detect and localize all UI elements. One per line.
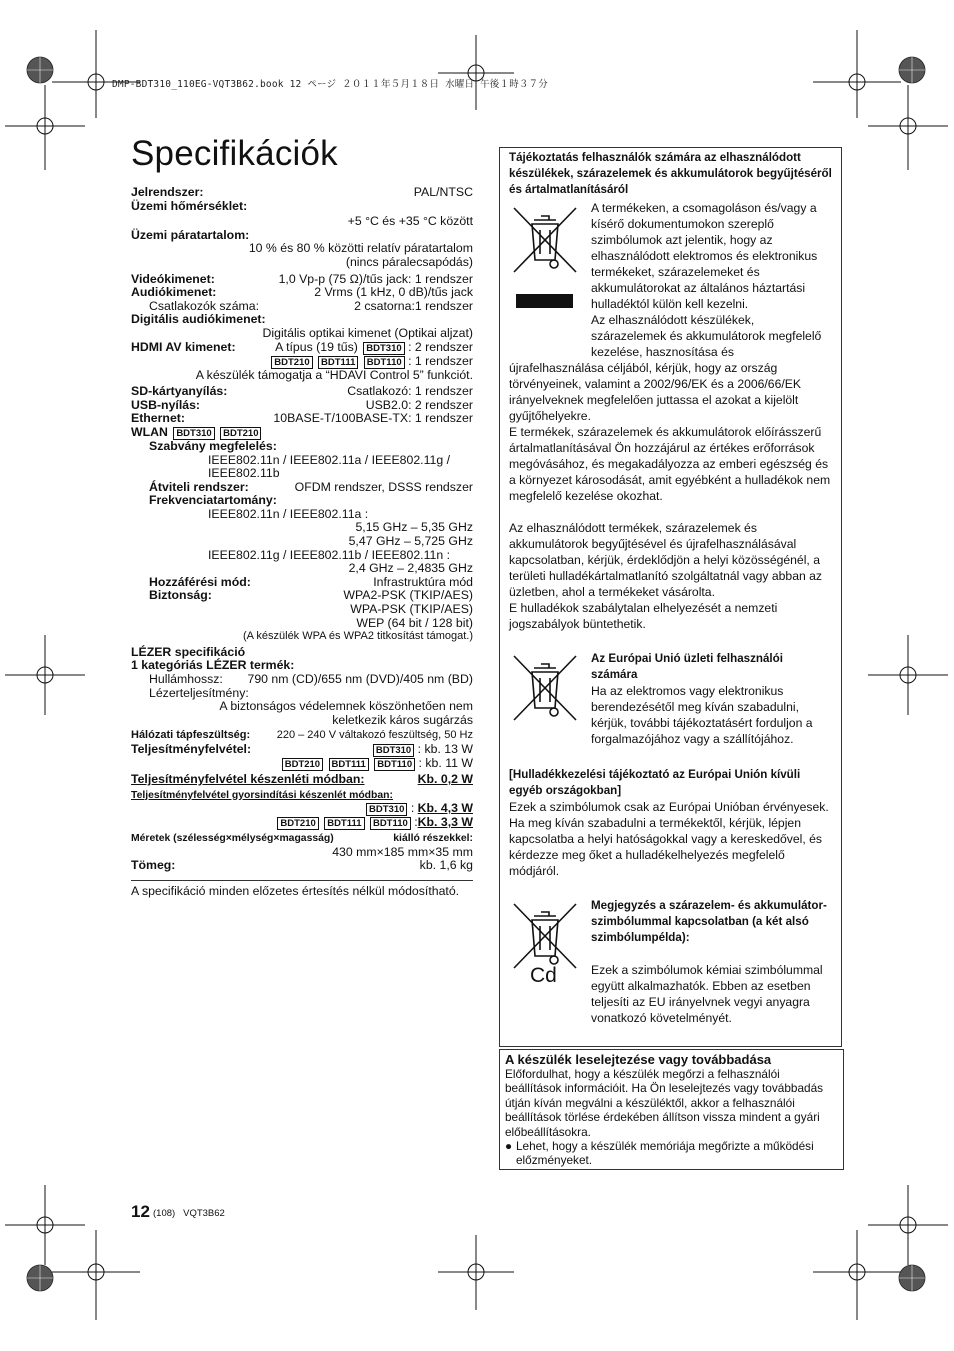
disposal-heading: A készülék leselejtezése vagy továbbadása	[505, 1052, 772, 1067]
crossed-bin-icon	[510, 900, 580, 972]
spec-value: : 1 rendszer	[408, 353, 473, 368]
eu-heading: Az Európai Unió üzleti felhasználói számára	[591, 652, 783, 681]
model-tag: BDT110	[374, 758, 415, 771]
spec-value: IEEE802.11n / IEEE802.11a :	[208, 506, 369, 521]
spec-value: PAL/NTSC	[413, 185, 473, 199]
spec-value: 5,15 GHz – 5,35 GHz	[355, 520, 473, 535]
spec-value: (nincs páralecsapódás)	[345, 254, 473, 269]
spec-footnote: A specifikáció minden előzetes értesítés nélkül módosítható.	[131, 883, 460, 898]
spec-label: Hullámhossz:	[149, 672, 223, 686]
weee-paragraph: Az elhasználódott termékek, szárazelemek és akkumulátorok begyűjtésével és újrafelhasználásával kapcsolatban, kérjük, érdeklődjön a helyi közösségénél, a területi hulladékártalmatlanító szolgáltatnál vagy abban az üzletben, ahol a termékeket vásárolta.	[509, 521, 823, 599]
spec-value: Infrastruktúra mód	[373, 574, 473, 589]
spec-label: Videókimenet:	[131, 271, 215, 286]
spec-value: 790 nm (CD)/655 nm (DVD)/405 nm (BD)	[247, 672, 473, 686]
spec-label: Méretek (szélesség×mélység×magasság)	[131, 833, 334, 845]
spec-label: SD-kártyanyílás:	[131, 384, 228, 399]
spec-label: Biztonság:	[149, 588, 212, 603]
spec-value: 220 – 240 V váltakozó feszültség, 50 Hz	[276, 729, 473, 742]
spec-value: WPA-PSK (TKIP/AES)	[350, 602, 473, 617]
spec-label: Üzemi páratartalom:	[131, 227, 250, 242]
spec-label: Szabvány megfelelés:	[149, 438, 277, 453]
spec-value: WEP (64 bit / 128 bit)	[356, 615, 473, 630]
spec-label: Jelrendszer:	[131, 185, 204, 199]
page-number: 12	[131, 1202, 150, 1221]
bullet-icon: ●	[505, 1139, 513, 1154]
divider	[131, 880, 473, 881]
spec-label: Tömeg:	[131, 858, 176, 873]
model-tag: BDT310	[366, 803, 407, 816]
model-tag: BDT110	[364, 356, 405, 369]
spec-label: USB-nyílás:	[131, 397, 201, 412]
model-tag: BDT110	[370, 817, 411, 830]
spec-value: Kb. 4,3 W	[417, 801, 473, 816]
spec-value: 2 csatorna:1 rendszer	[354, 298, 473, 313]
spec-label: Frekvenciatartomány:	[149, 493, 277, 508]
cd-symbol: Cd	[530, 964, 557, 987]
model-tag: BDT310	[173, 427, 214, 440]
spec-value: 2 Vrms (1 kHz, 0 dB)/tűs jack	[314, 285, 473, 300]
black-bar-symbol	[516, 294, 573, 308]
page-title: Specifikációk	[131, 134, 338, 173]
non-eu-heading: [Hulladékkezelési tájékoztató az Európai Unión kívüli egyéb országokban]	[509, 768, 801, 797]
print-header-line: DMP-BDT310_110EG-VQT3B62.book 12 ページ ２０１１年５月１８日 水曜日 午後１時３７分	[112, 79, 549, 90]
spec-value: : kb. 11 W	[418, 755, 473, 770]
spec-value: +5 °C és +35 °C között	[347, 214, 473, 229]
spec-label: Teljesítményfelvétel gyorsindítási készenlét módban:	[131, 789, 393, 801]
weee-paragraph: E hulladékok szabálytalan elhelyezését a nemzeti jogszabályok büntethetik.	[509, 601, 778, 631]
weee-paragraph: újrafelhasználása céljából, kérjük, hogy az ország törvényeinek, valamint a 2002/96/EK és a 2006/66/EK irányelveknek megfelelően juttassa el azokat a kijelölt gyűjtőhelyekre.	[509, 361, 802, 423]
spec-label: Átviteli rendszer:	[149, 479, 249, 494]
non-eu-paragraph: Ezek a szimbólumok csak az Európai Unióban érvényesek. Ha meg kíván szabadulni a termékektől, kérjük, lépjen kapcsolatba a helyi hatóságokkal vagy a kereskedővel, és kérdezze meg őket a hulladékelhelyezés megfelelő módjáról.	[509, 800, 829, 878]
spec-value: 1,0 Vp-p (75 Ω)/tűs jack: 1 rendszer	[278, 271, 473, 286]
spec-value: Kb. 0,2 W	[417, 771, 473, 786]
spec-value: : kb. 13 W	[417, 741, 473, 756]
weee-paragraph: E termékek, szárazelemek és akkumulátorok előírásszerű ártalmatlanításával Ön hozzájárul az értékes erőforrások megóvásához, és megakadályozza az emberi egészség és a környezet károsodását, amit egyébként a hulladékok nem megfelelő kezelése okozhat.	[509, 425, 831, 503]
spec-value: 5,47 GHz – 5,725 GHz	[348, 534, 473, 549]
page-info	[153, 1208, 225, 1219]
spec-value: keletkezik káros sugárzás	[332, 712, 473, 727]
spec-label: Audiókimenet:	[131, 285, 217, 300]
spec-value: OFDM rendszer, DSSS rendszer	[294, 479, 473, 494]
spec-value: Csatlakozó: 1 rendszer	[347, 384, 473, 399]
model-tag: BDT210	[220, 427, 261, 440]
model-tag: BDT210	[271, 356, 312, 369]
spec-label: WLAN	[131, 424, 168, 439]
spec-label: Üzemi hőmérséklet:	[131, 198, 248, 213]
model-tag: BDT111	[329, 758, 369, 771]
page-ref: (108)	[153, 1208, 176, 1219]
spec-label: Hozzáférési mód:	[149, 574, 251, 589]
weee-info-box	[499, 147, 842, 1047]
spec-note: A készülék támogatja a “HDAVI Control 5” funkciót.	[195, 367, 473, 382]
spec-value: WPA2-PSK (TKIP/AES)	[343, 588, 473, 603]
battery-note-paragraph: Ezek a szimbólumok kémiai szimbólummal együtt alkalmazhatók. Ebben az esetben teljesíti az EU irányelvnek vegyi anyagra vonatkozó követelményét.	[591, 963, 823, 1025]
spec-value: A biztonságos védelemnek köszönhetően nem	[219, 699, 473, 714]
model-tag: BDT210	[282, 758, 323, 771]
model-tag: BDT111	[318, 356, 358, 369]
model-tag: BDT310	[373, 744, 414, 757]
spec-label: LÉZER specifikáció	[131, 644, 246, 659]
crossed-bin-icon	[510, 652, 580, 724]
spec-value: 2,4 GHz – 2,4835 GHz	[348, 561, 473, 576]
spec-list: Jelrendszer: PAL/NTSC Üzemi hőmérséklet: +5 °C és +35 °C között Üzemi páratartalom: 10 % és 80 % közötti relatív páratartalom (nincs páralecsapódás) Videókimenet: 1,0 Vp-p (75 Ω)/tűs jack: 1 rendszer Audiókimenet: 2 Vrms (1 kHz, 0 dB)/tűs jack Csatlakozók száma: 2 csatorna:1 rendszer Digitális audiókimenet: Digitális optikai kimenet (Optikai aljzat) HDMI AV kimenet: A típus (19 tűs) BDT310 : 2 rendszer BDT210 BDT111 BDT110 : 1 rendszer A készülék támogatja a “HDAVI Control 5” funkciót. SD-kártyanyílás: Csatlakozó: 1 rendszer USB-nyílás: USB2.0: 2 rendszer Ethernet: 10BASE-T/100BASE-TX: 1 rendszer WLAN BDT310 BDT210 Szabvány megfelelés: IEEE802.11n / IEEE802.11a / IEEE802.11g / IEEE802.11b Átviteli rendszer: OFDM rendszer, DSSS rendszer Frekvenciatartomány: IEEE802.11n / IEEE802.11a : 5,15 GHz – 5,35 GHz 5,47 GHz – 5,725 GHz IEEE802.11g / IEEE802.11b / IEEE802.11n : 2,4 GHz – 2,4835 GHz Hozzáférési mód: Infrastruktúra mód Biztonság: WPA2-PSK (TKIP/AES) WPA-PSK (TKIP/AES) WEP (64 bit / 128 bit) (A készülék WPA és WPA2 titkosítást támogat.) LÉZER specifikáció 1 kategóriás LÉZER termék: Hullámhossz: 790 nm (CD)/655 nm (DVD)/405 nm (BD) Lézerteljesítmény: A biztonságos védelemnek köszönhetően nem keletkezik káros sugárzás Hálózati tápfeszültség: 220 – 240 V váltakozó feszültség, 50 Hz Teljesítményfelvétel: BDT310 : kb. 13 W BDT210 BDT111 BDT110 : kb. 11 W Teljesítményfelvétel készenléti módban: Kb. 0,2 W Teljesítményfelvétel gyorsindítási készenlét módban: BDT310 : Kb. 4,3 W BDT210 BDT111 BDT110 :Kb. 3,3 W Méretek (szélesség×mélység×magasság) kiálló részekkel: 430 mm×185 mm×35 mm Tömeg: kb. 1,6 kg A specifikáció minden előzetes értesítés nélkül módosítható.	[131, 185, 473, 898]
battery-note-heading: Megjegyzés a szárazelem- és akkumulátor-szimbólummal kapcsolatban (a két alsó szimbólumpélda):	[591, 899, 827, 944]
spec-note: (A készülék WPA és WPA2 titkosítást támogat.)	[242, 630, 473, 643]
spec-label: 1 kategóriás LÉZER termék:	[131, 658, 295, 673]
spec-value: Digitális optikai kimenet (Optikai aljzat)	[262, 325, 473, 340]
spec-label: Ethernet:	[131, 411, 185, 426]
disposal-paragraph: Előfordulhat, hogy a készülék megőrzi a felhasználói beállítások információit. Ha Ön leselejtezés vagy továbbadás útján kíván megválni a készüléktől, akkor a felhasználói beállítások törlése érdekében állítson vissza mindent a gyári előbeállításokra.	[505, 1067, 824, 1139]
spec-value: kb. 1,6 kg	[419, 858, 473, 873]
spec-value: Kb. 3,3 W	[417, 815, 473, 830]
crossed-bin-icon	[510, 204, 580, 276]
eu-paragraph: Ha az elektromos vagy elektronikus berendezésétől meg kíván szabadulni, kérjük, további tájékoztatásért forduljon a forgalmazójához vagy a szállítójához.	[591, 684, 813, 746]
spec-label: Teljesítményfelvétel:	[131, 741, 252, 756]
model-tag: BDT310	[363, 342, 404, 355]
disposal-box	[499, 1049, 844, 1170]
spec-label: Digitális audiókimenet:	[131, 312, 266, 327]
spec-value: IEEE802.11g / IEEE802.11b / IEEE802.11n :	[208, 547, 451, 562]
spec-value: A típus (19 tűs)	[275, 339, 358, 354]
weee-heading: Tájékoztatás felhasználók számára az elhasználódott készülékek, szárazelemek és akkumulátorok begyűjtéséről és ártalmatlanításáról	[509, 151, 832, 196]
spec-value: 10BASE-T/100BASE-TX: 1 rendszer	[273, 411, 473, 426]
spec-label: Hálózati tápfeszültség:	[131, 729, 251, 742]
spec-label: HDMI AV kimenet:	[131, 339, 236, 354]
spec-value: USB2.0: 2 rendszer	[365, 397, 473, 412]
model-tag: BDT210	[277, 817, 318, 830]
spec-value: 10 % és 80 % közötti relatív páratartalom	[248, 241, 473, 256]
disposal-bullet: Lehet, hogy a készülék memóriája megőrizte a működési előzményeket.	[516, 1139, 814, 1168]
weee-paragraph: Az elhasználódott készülékek, szárazelemek és akkumulátorok megfelelő kezelése, hasznosítása és	[591, 313, 822, 359]
model-tag: BDT111	[324, 817, 364, 830]
weee-paragraph: A termékeken, a csomagoláson és/vagy a kísérő dokumentumokon szereplő szimbólumok azt jelentik, hogy az elhasználódott elektromos és elektronikus termékeket, szárazelemeket és akkumulátorokat az általános háztartási hulladéktól külön kell kezelni.	[591, 201, 818, 311]
spec-value: 430 mm×185 mm×35 mm	[332, 844, 473, 859]
spec-label: Csatlakozók száma:	[149, 298, 260, 313]
spec-label: Lézerteljesítmény:	[149, 685, 249, 700]
spec-value: : 2 rendszer	[408, 339, 473, 354]
doc-code: VQT3B62	[183, 1208, 225, 1219]
spec-value: IEEE802.11b	[208, 466, 280, 481]
spec-value: IEEE802.11n / IEEE802.11a / IEEE802.11g /	[208, 452, 451, 467]
spec-label: kiálló részekkel:	[393, 833, 473, 845]
spec-label: Teljesítményfelvétel készenléti módban:	[131, 771, 365, 786]
